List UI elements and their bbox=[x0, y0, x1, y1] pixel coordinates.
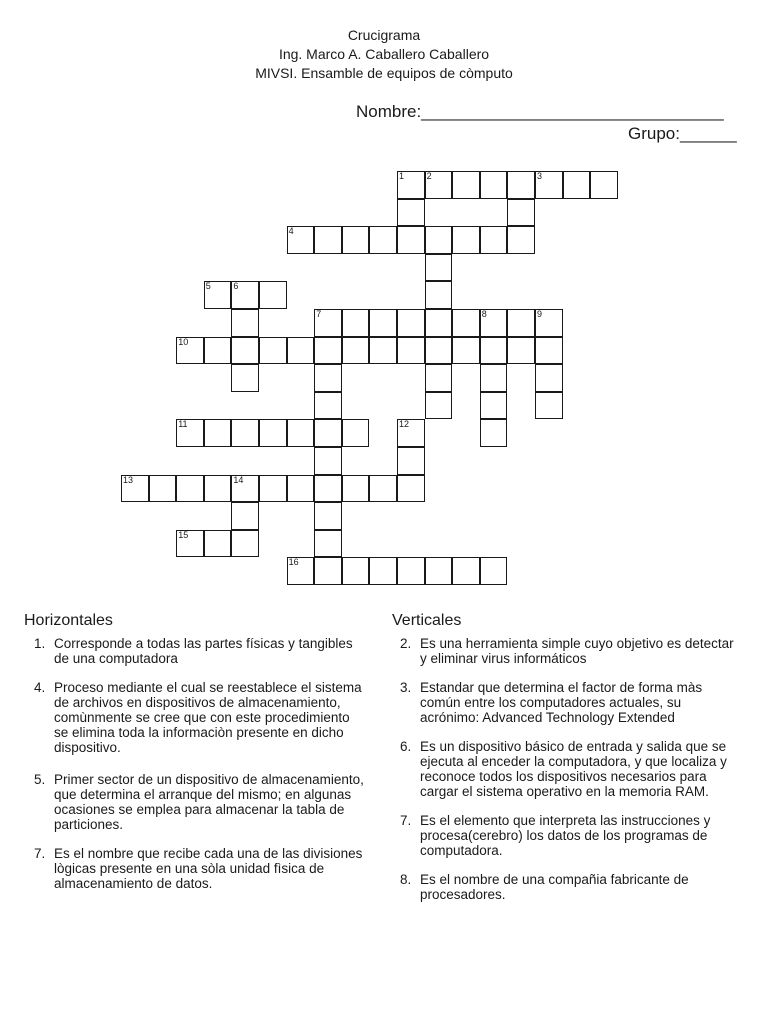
nombre-field[interactable]: Nombre:________________________________ bbox=[356, 102, 724, 121]
crossword-cell[interactable] bbox=[507, 171, 535, 199]
crossword-cell[interactable] bbox=[149, 475, 177, 503]
crossword-cell[interactable] bbox=[314, 502, 342, 530]
crossword-cell[interactable] bbox=[480, 392, 508, 420]
crossword-cell[interactable] bbox=[231, 419, 259, 447]
crossword-cell[interactable] bbox=[204, 530, 232, 558]
cell-number: 1 bbox=[399, 171, 405, 181]
crossword-cell[interactable] bbox=[397, 226, 425, 254]
crossword-cell[interactable] bbox=[369, 475, 397, 503]
crossword-cell[interactable] bbox=[452, 309, 480, 337]
crossword-cell[interactable] bbox=[507, 226, 535, 254]
crossword-cell[interactable] bbox=[204, 419, 232, 447]
crossword-cell[interactable] bbox=[480, 364, 508, 392]
crossword-cell[interactable] bbox=[369, 309, 397, 337]
crossword-cell[interactable] bbox=[342, 226, 370, 254]
crossword-cell[interactable] bbox=[314, 392, 342, 420]
crossword-cell[interactable] bbox=[259, 419, 287, 447]
crossword-cell[interactable] bbox=[231, 309, 259, 337]
cell-number: 15 bbox=[178, 529, 189, 540]
cell-number: 3 bbox=[537, 171, 543, 181]
crossword-cell[interactable] bbox=[480, 337, 508, 365]
crossword-cell[interactable] bbox=[204, 475, 232, 503]
crossword-cell[interactable] bbox=[507, 337, 535, 365]
crossword-cell[interactable] bbox=[563, 171, 591, 199]
crossword-cell[interactable] bbox=[425, 226, 453, 254]
crossword-cell[interactable] bbox=[590, 171, 618, 199]
verticales-title: Verticales bbox=[392, 612, 462, 629]
crossword-cell[interactable] bbox=[231, 337, 259, 365]
crossword-cell[interactable] bbox=[425, 557, 453, 585]
crossword-cell[interactable] bbox=[342, 475, 370, 503]
crossword-cell[interactable] bbox=[287, 337, 315, 365]
clue-down-7: 7. Es el elemento que interpreta las instrucciones y procesa(cerebro) los datos de los programas de computadora. bbox=[400, 813, 711, 858]
crossword-cell[interactable] bbox=[425, 254, 453, 282]
cell-number: 2 bbox=[426, 171, 432, 181]
crossword-cell[interactable] bbox=[535, 364, 563, 392]
crossword-cell[interactable] bbox=[397, 475, 425, 503]
crossword-cell[interactable] bbox=[480, 419, 508, 447]
crossword-cell[interactable] bbox=[480, 226, 508, 254]
cell-number: 6 bbox=[233, 281, 239, 292]
crossword-cell[interactable] bbox=[259, 475, 287, 503]
crossword-cell[interactable] bbox=[425, 364, 453, 392]
cell-number: 7 bbox=[316, 309, 322, 319]
crossword-cell[interactable] bbox=[314, 475, 342, 503]
crossword-cell[interactable] bbox=[397, 337, 425, 365]
crossword-cell[interactable] bbox=[535, 337, 563, 365]
crossword-cell[interactable] bbox=[397, 557, 425, 585]
crossword-cell[interactable] bbox=[535, 392, 563, 420]
clue-down-2: 2. Es una herramienta simple cuyo objetivo es detectar y eliminar virus informáticos bbox=[400, 636, 734, 666]
crossword-cell[interactable] bbox=[342, 419, 370, 447]
cell-number: 12 bbox=[399, 419, 410, 430]
crossword-cell[interactable] bbox=[425, 309, 453, 337]
crossword-cell[interactable] bbox=[314, 447, 342, 475]
course-name: MIVSI. Ensamble de equipos de còmputo bbox=[255, 65, 513, 81]
document-title: Crucigrama bbox=[347, 27, 421, 43]
crossword-cell[interactable] bbox=[397, 199, 425, 227]
crossword-cell[interactable] bbox=[369, 226, 397, 254]
crossword-cell[interactable] bbox=[452, 337, 480, 365]
crossword-cell[interactable] bbox=[369, 557, 397, 585]
cell-number: 5 bbox=[205, 281, 211, 292]
clue-across-1: 1. Corresponde a todas las partes físicas y tangibles de una computadora bbox=[34, 636, 353, 666]
clue-across-5: 5. Primer sector de un dispositivo de almacenamiento, que determina el arranque del mismo; en algunas ocasiones se emplea para almacenar la tabla de particiones. bbox=[34, 772, 364, 832]
crossword-cell[interactable] bbox=[314, 530, 342, 558]
cell-number: 10 bbox=[178, 336, 189, 347]
crossword-cell[interactable] bbox=[314, 337, 342, 365]
crossword-cell[interactable] bbox=[231, 502, 259, 530]
author-name: Ing. Marco A. Caballero Caballero bbox=[278, 46, 490, 62]
cell-number: 4 bbox=[288, 226, 294, 237]
clue-down-6: 6. Es un dispositivo básico de entrada y salida que se ejecuta al enceder la computadora, y que localiza y reconoce todos los dispositivos necesarios para cargar el sistema operativo en la memoria RAM. bbox=[400, 739, 727, 799]
cell-number: 13 bbox=[123, 474, 134, 485]
crossword-cell[interactable] bbox=[425, 337, 453, 365]
crossword-cell[interactable] bbox=[259, 337, 287, 365]
clue-across-4: 4. Proceso mediante el cual se reestablece el sistema de archivos en dispositivos de almacenamiento, comùnmente se cree que con este procedimiento se elimina toda la informaciòn presente en dicho dispositivo. bbox=[34, 680, 362, 755]
cell-number: 11 bbox=[178, 419, 188, 430]
clue-down-8: 8. Es el nombre de una compañia fabricante de procesadores. bbox=[400, 872, 689, 902]
clue-down-3: 3. Estandar que determina el factor de forma màs común entre los computadores actuales, su acrónimo: Advanced Technology Extended bbox=[400, 680, 703, 725]
crossword-cell[interactable] bbox=[314, 557, 342, 585]
crossword-cell[interactable] bbox=[452, 557, 480, 585]
crossword-cell[interactable] bbox=[231, 530, 259, 558]
crossword-cell[interactable] bbox=[452, 226, 480, 254]
crossword-cell[interactable] bbox=[314, 226, 342, 254]
crossword-cell[interactable] bbox=[507, 199, 535, 227]
cell-number: 16 bbox=[288, 557, 299, 568]
crossword-cell[interactable] bbox=[287, 419, 315, 447]
crossword-cell[interactable] bbox=[397, 309, 425, 337]
horizontales-title: Horizontales bbox=[24, 612, 113, 629]
crossword-cell[interactable] bbox=[480, 171, 508, 199]
crossword-cell[interactable] bbox=[314, 419, 342, 447]
clue-across-7: 7. Es el nombre que recibe cada una de las divisiones lògicas presente en una sòla unidad fìsica de almacenamiento de datos. bbox=[34, 846, 363, 891]
crossword-cell[interactable] bbox=[231, 364, 259, 392]
verticales-list bbox=[392, 636, 742, 916]
crossword-cell[interactable] bbox=[480, 557, 508, 585]
crossword-cell[interactable] bbox=[397, 447, 425, 475]
crossword-cell[interactable] bbox=[369, 337, 397, 365]
crossword-cell[interactable] bbox=[204, 337, 232, 365]
cell-number: 9 bbox=[537, 309, 543, 319]
crossword-cell[interactable] bbox=[259, 281, 287, 309]
crossword-cell[interactable] bbox=[452, 171, 480, 199]
crossword-cell[interactable] bbox=[425, 281, 453, 309]
crossword-cell[interactable] bbox=[342, 557, 370, 585]
crossword-cell[interactable] bbox=[342, 337, 370, 365]
horizontales-list bbox=[26, 636, 366, 905]
crossword-cell[interactable] bbox=[176, 475, 204, 503]
crossword-cell[interactable] bbox=[507, 309, 535, 337]
crossword-cell[interactable] bbox=[287, 475, 315, 503]
cell-number: 14 bbox=[233, 474, 244, 485]
cell-number: 8 bbox=[481, 309, 487, 319]
crossword-cell[interactable] bbox=[342, 309, 370, 337]
grupo-field[interactable]: Grupo:______ bbox=[628, 124, 737, 143]
crossword-cell[interactable] bbox=[425, 392, 453, 420]
crossword-cell[interactable] bbox=[314, 364, 342, 392]
